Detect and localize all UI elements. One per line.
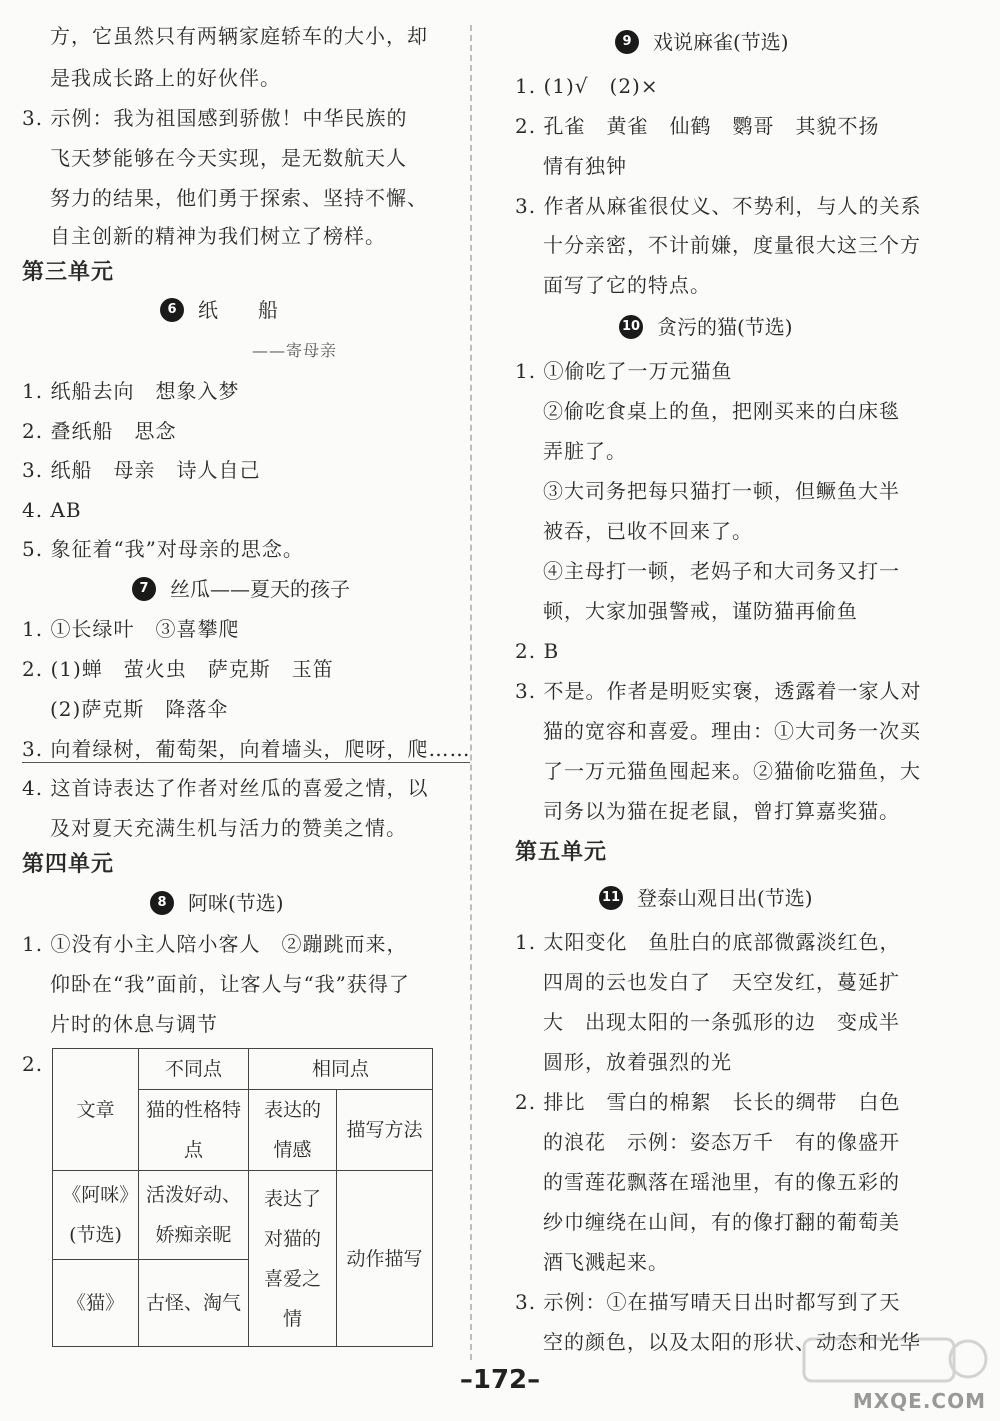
column-divider bbox=[470, 25, 472, 1360]
answer-line: 片时的休息与调节 bbox=[50, 1012, 218, 1036]
answer-line: 顿，大家加强警戒，谨防猫再偷鱼 bbox=[543, 599, 858, 623]
answer-line: 面写了它的特点。 bbox=[543, 273, 711, 297]
same-emotion-cell: 表达了对猫的喜爱之情 bbox=[249, 1171, 337, 1347]
answer-line: 情有独钟 bbox=[543, 154, 627, 178]
answer-line: 1. 纸船去向 想象入梦 bbox=[22, 379, 240, 403]
answer-line: 被吞，已收不回来了。 bbox=[543, 519, 753, 543]
answer-line: 5. 象征着“我”对母亲的思念。 bbox=[22, 537, 304, 561]
answer-line: 2. B bbox=[515, 639, 560, 663]
answer-line: 2. 排比 雪白的棉絮 长长的绸带 白色 bbox=[515, 1090, 901, 1114]
answer-line: 4. AB bbox=[22, 498, 82, 522]
answer-line-underlined bbox=[22, 735, 470, 763]
answer-line: 自主创新的精神为我们树立了榜样。 bbox=[50, 224, 386, 248]
row-mao-name: 《猫》 bbox=[53, 1260, 139, 1347]
lesson-title: 戏说麻雀(节选) bbox=[653, 30, 789, 54]
lesson10-heading bbox=[619, 313, 793, 341]
answer-line: 2. (1)蝉 萤火虫 萨克斯 玉笛 bbox=[22, 657, 334, 681]
lesson-title: 登泰山观日出(节选) bbox=[637, 886, 813, 910]
answer-line: ③大司务把每只猫打一顿，但鳜鱼大半 bbox=[543, 479, 900, 503]
comparison-table bbox=[52, 1048, 433, 1347]
answer-line: 3. 不是。作者是明贬实褒，透露着一家人对 bbox=[515, 679, 922, 703]
same-method-cell: 动作描写 bbox=[337, 1171, 433, 1347]
lesson7-heading bbox=[132, 575, 350, 603]
answer-line: 四周的云也发白了 天空发红，蔓延扩 bbox=[543, 970, 900, 994]
answer-line: 飞天梦能够在今天实现，是无数航天人 bbox=[50, 146, 407, 170]
answer-line: 3. 示例：①在描写晴天日出时都写到了天 bbox=[515, 1290, 901, 1314]
answer-line: 1. ①长绿叶 ③喜攀爬 bbox=[22, 617, 240, 641]
answer-line: 十分亲密，不计前嫌，度量很大这三个方 bbox=[543, 233, 921, 257]
answer-line: 是我成长路上的好伙伴。 bbox=[50, 66, 281, 90]
lesson-number-badge: 6 bbox=[160, 298, 184, 322]
answer-line: 2. bbox=[22, 1052, 44, 1076]
row-mao-personality: 古怪、淘气 bbox=[139, 1260, 249, 1347]
lesson-title: 贪污的猫(节选) bbox=[657, 315, 793, 339]
answer-line: 3. 作者从麻雀很仗义、不势利，与人的关系 bbox=[515, 194, 922, 218]
lesson-number-badge: 8 bbox=[150, 891, 174, 915]
header-personality: 猫的性格特点 bbox=[139, 1090, 249, 1171]
answer-line: 1. 太阳变化 鱼肚白的底部微露淡红色， bbox=[515, 930, 901, 954]
lesson-number-badge: 10 bbox=[619, 315, 643, 339]
header-method: 描写方法 bbox=[337, 1090, 433, 1171]
answer-line: 的浪花 示例：姿态万千 有的像盛开 bbox=[543, 1130, 900, 1154]
row-amii-name: 《阿咪》(节选) bbox=[53, 1171, 139, 1260]
answer-line: ④主母打一顿，老妈子和大司务又打一 bbox=[543, 559, 900, 583]
answer-line: 方，它虽然只有两辆家庭轿车的大小，却 bbox=[50, 24, 428, 48]
answer-line: 仰卧在“我”面前，让客人与“我”获得了 bbox=[50, 972, 410, 996]
lesson-title: 纸 船 bbox=[198, 298, 278, 322]
lesson-number-badge: 11 bbox=[599, 886, 623, 910]
answer-line: 1. ①没有小主人陪小客人 ②蹦跳而来， bbox=[22, 932, 408, 956]
lesson8-heading bbox=[150, 889, 284, 917]
lesson-title: 阿咪(节选) bbox=[188, 891, 284, 915]
answer-line: 纱巾缠绕在山间，有的像打翻的葡萄美 bbox=[543, 1210, 900, 1234]
answer-line: 4. 这首诗表达了作者对丝瓜的喜爱之情，以 bbox=[22, 776, 429, 800]
underlined-text: 3. 向着绿树，葡萄架，向着墙头，爬呀，爬…… bbox=[22, 737, 471, 761]
answer-line: 3. 纸船 母亲 诗人自己 bbox=[22, 458, 261, 482]
answer-line: 猫的宽容和喜爱。理由：①大司务一次买 bbox=[543, 719, 921, 743]
answer-line: 大 出现太阳的一条弧形的边 变成半 bbox=[543, 1010, 900, 1034]
answer-line: 努力的结果，他们勇于探索、坚持不懈、 bbox=[50, 186, 428, 210]
watermark-text: MXQE.COM bbox=[852, 1389, 986, 1413]
lesson9-heading bbox=[615, 28, 789, 56]
header-different: 不同点 bbox=[139, 1049, 249, 1090]
lesson-number-badge: 7 bbox=[132, 577, 156, 601]
answer-line: 的雪莲花飘落在瑶池里，有的像五彩的 bbox=[543, 1170, 900, 1194]
page-number: –172– bbox=[459, 1365, 541, 1395]
answer-line: 及对夏天充满生机与活力的赞美之情。 bbox=[50, 816, 407, 840]
answer-line: 1. ①偷吃了一万元猫鱼 bbox=[515, 359, 733, 383]
answer-line: (2)萨克斯 降落伞 bbox=[50, 697, 229, 721]
answer-line: ②偷吃食桌上的鱼，把刚买来的白床毯 bbox=[543, 399, 900, 423]
lesson-number-badge: 9 bbox=[615, 30, 639, 54]
header-same: 相同点 bbox=[249, 1049, 433, 1090]
unit4-heading: 第四单元 bbox=[22, 852, 115, 877]
unit3-heading: 第三单元 bbox=[22, 260, 115, 285]
lesson6-heading bbox=[160, 296, 278, 324]
header-emotion: 表达的情感 bbox=[249, 1090, 337, 1171]
answer-line: 酒飞溅起来。 bbox=[543, 1250, 669, 1274]
answer-line: 2. 叠纸船 思念 bbox=[22, 419, 177, 443]
answer-line: 3. 示例：我为祖国感到骄傲！中华民族的 bbox=[22, 106, 408, 130]
answer-line: 空的颜色，以及太阳的形状、动态和光华 bbox=[543, 1330, 921, 1354]
poem-subtitle: ——寄母亲 bbox=[252, 341, 338, 360]
answer-line: 弄脏了。 bbox=[543, 439, 627, 463]
answer-line: 1. (1)√ (2)× bbox=[515, 74, 659, 98]
lesson11-heading bbox=[599, 884, 813, 912]
lesson-title: 丝瓜——夏天的孩子 bbox=[170, 577, 350, 601]
row-amii-personality: 活泼好动、娇痴亲昵 bbox=[139, 1171, 249, 1260]
answer-line: 圆形，放着强烈的光 bbox=[543, 1050, 732, 1074]
header-article: 文章 bbox=[53, 1049, 139, 1171]
answer-line: 司务以为猫在捉老鼠，曾打算嘉奖猫。 bbox=[543, 799, 900, 823]
answer-line: 2. 孔雀 黄雀 仙鹤 鹦哥 其貌不扬 bbox=[515, 114, 880, 138]
unit5-heading: 第五单元 bbox=[515, 840, 608, 865]
answer-line: 了一万元猫鱼囤起来。②猫偷吃猫鱼，大 bbox=[543, 759, 921, 783]
